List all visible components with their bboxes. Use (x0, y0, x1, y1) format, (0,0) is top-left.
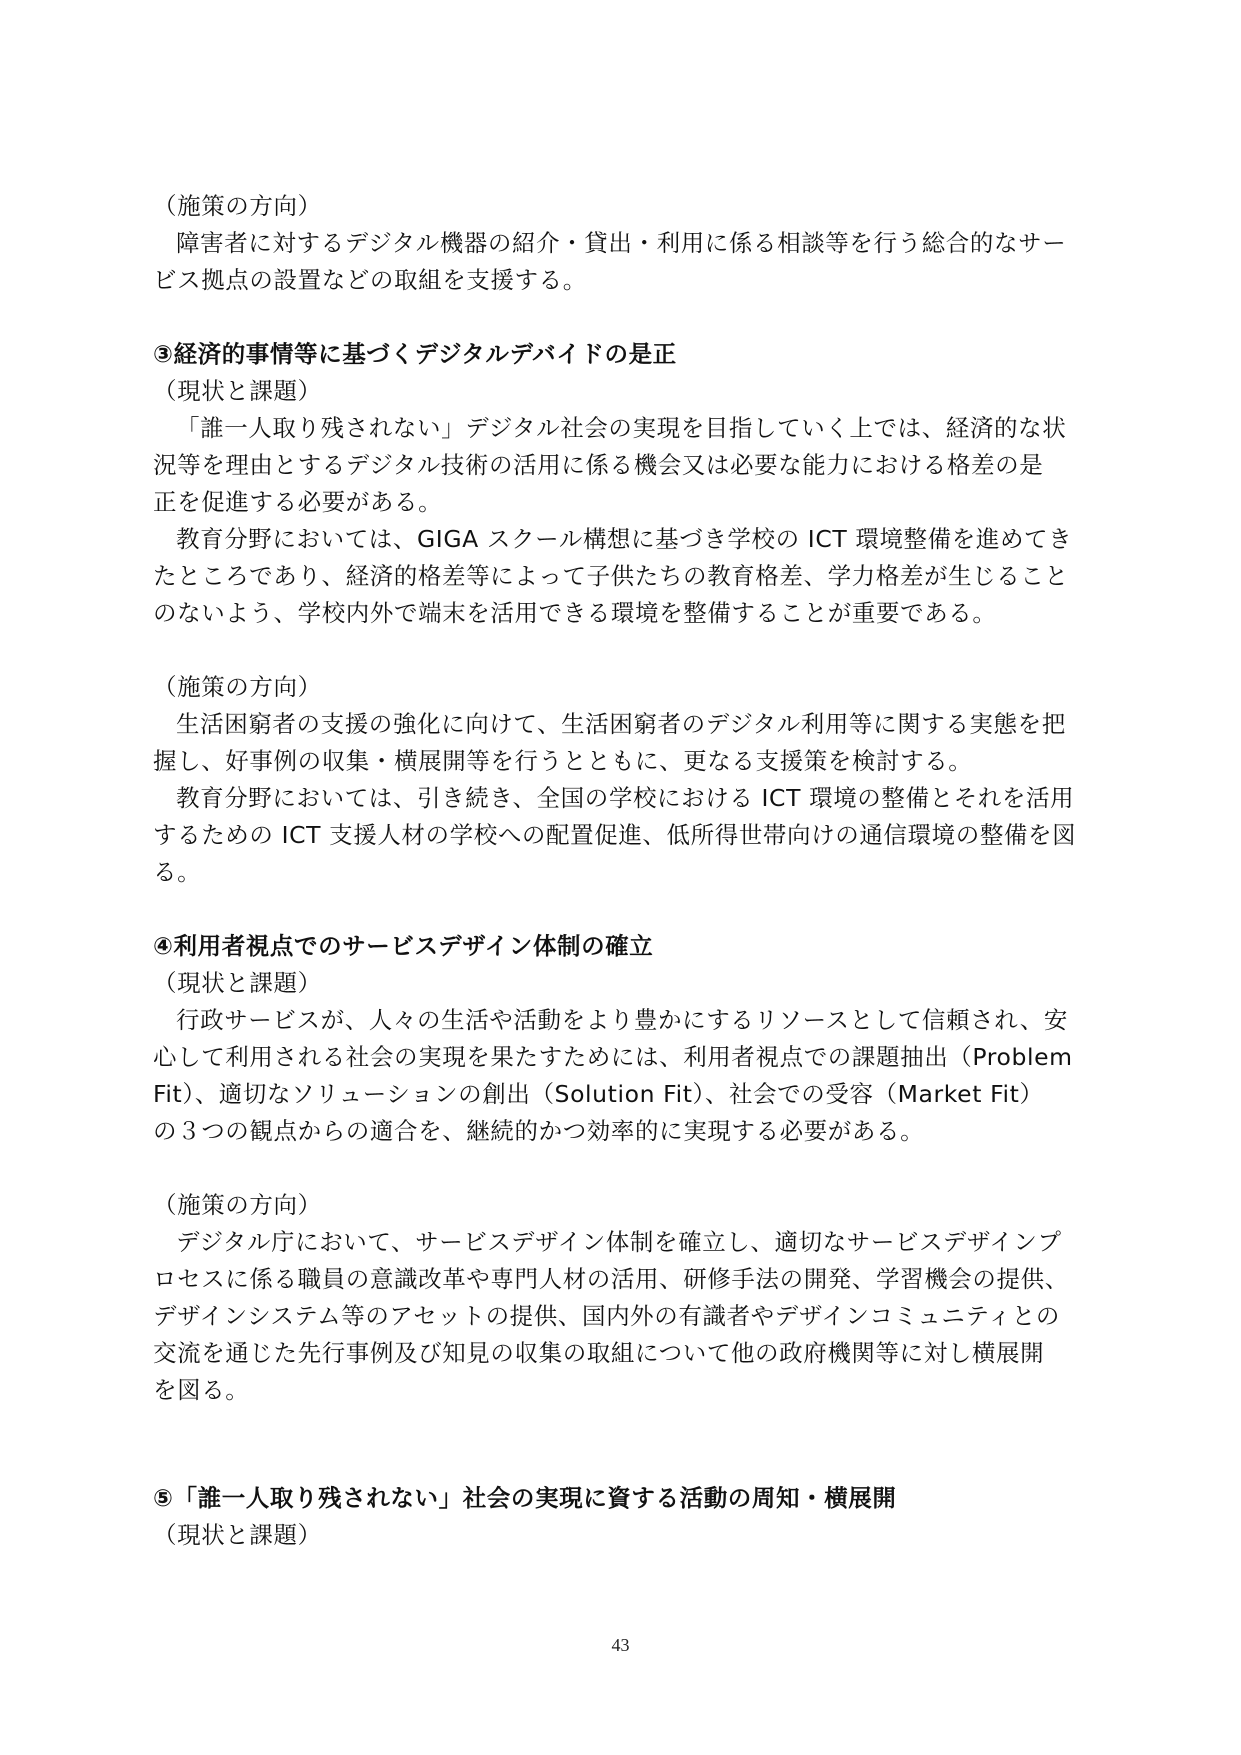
subheading-policy-direction: （施策の方向） (153, 673, 322, 701)
paragraph-line: 況等を理由とするデジタル技術の活用に係る機会又は必要な能力における格差の是 (153, 451, 1044, 479)
page-number: 43 (611, 1635, 630, 1655)
section-heading-3: ③経済的事情等に基づくデジタルデバイドの是正 (153, 340, 677, 368)
subheading-status-issues: （現状と課題） (153, 377, 322, 405)
section-heading-4: ④利用者視点でのサービスデザイン体制の確立 (153, 932, 654, 960)
paragraph-line: するための ICT 支援人材の学校への配置促進、低所得世帯向けの通信環境の整備を図 (153, 821, 1077, 849)
subheading-policy-direction: （施策の方向） (153, 1191, 322, 1219)
paragraph-line: 正を促進する必要がある。 (153, 488, 443, 516)
paragraph-line: 「誰一人取り残されない」デジタル社会の実現を目指していく上では、経済的な状 (176, 414, 1067, 442)
paragraph-line: の３つの観点からの適合を、継続的かつ効率的に実現する必要がある。 (153, 1117, 925, 1145)
paragraph-line: 交流を通じた先行事例及び知見の収集の取組について他の政府機関等に対し横展開 (153, 1339, 1045, 1367)
paragraph-line: 教育分野においては、引き続き、全国の学校における ICT 環境の整備とそれを活用 (176, 784, 1075, 812)
section-heading-5: ⑤「誰一人取り残されない」社会の実現に資する活動の周知・横展開 (153, 1484, 897, 1512)
paragraph-line: 心して利用される社会の実現を果たすためには、利用者視点での課題抽出（Problem (153, 1043, 1073, 1071)
paragraph-line: を図る。 (153, 1376, 250, 1404)
paragraph-line: デジタル庁において、サービスデザイン体制を確立し、適切なサービスデザインプ (176, 1228, 1062, 1256)
paragraph-line: ビス拠点の設置などの取組を支援する。 (153, 266, 587, 294)
paragraph-line: 行政サービスが、人々の生活や活動をより豊かにするリソースとして信頼され、安 (176, 1006, 1068, 1034)
paragraph-line: Fit）、適切なソリューションの創出（Solution Fit）、社会での受容（Market Fit） (153, 1080, 1044, 1108)
paragraph-line: のないよう、学校内外で端末を活用できる環境を整備することが重要である。 (153, 599, 997, 627)
paragraph-line: ロセスに係る職員の意識改革や専門人材の活用、研修手法の開発、学習機会の提供、 (153, 1265, 1069, 1293)
paragraph-line: 教育分野においては、GIGA スクール構想に基づき学校の ICT 環境整備を進めてき (176, 525, 1073, 553)
subheading-status-issues: （現状と課題） (153, 1521, 322, 1549)
paragraph-line: 生活困窮者の支援の強化に向けて、生活困窮者のデジタル利用等に関する実態を把 (176, 710, 1066, 738)
paragraph-line: 障害者に対するデジタル機器の紹介・貸出・利用に係る相談等を行う総合的なサー (176, 229, 1067, 257)
subheading-policy-direction: （施策の方向） (153, 192, 322, 220)
paragraph-line: デザインシステム等のアセットの提供、国内外の有識者やデザインコミュニティとの (153, 1302, 1060, 1330)
subheading-status-issues: （現状と課題） (153, 969, 322, 997)
paragraph-line: る。 (153, 858, 202, 886)
paragraph-line: たところであり、経済的格差等によって子供たちの教育格差、学力格差が生じること (153, 562, 1069, 590)
paragraph-line: 握し、好事例の収集・横展開等を行うとともに、更なる支援策を検討する。 (153, 747, 973, 775)
